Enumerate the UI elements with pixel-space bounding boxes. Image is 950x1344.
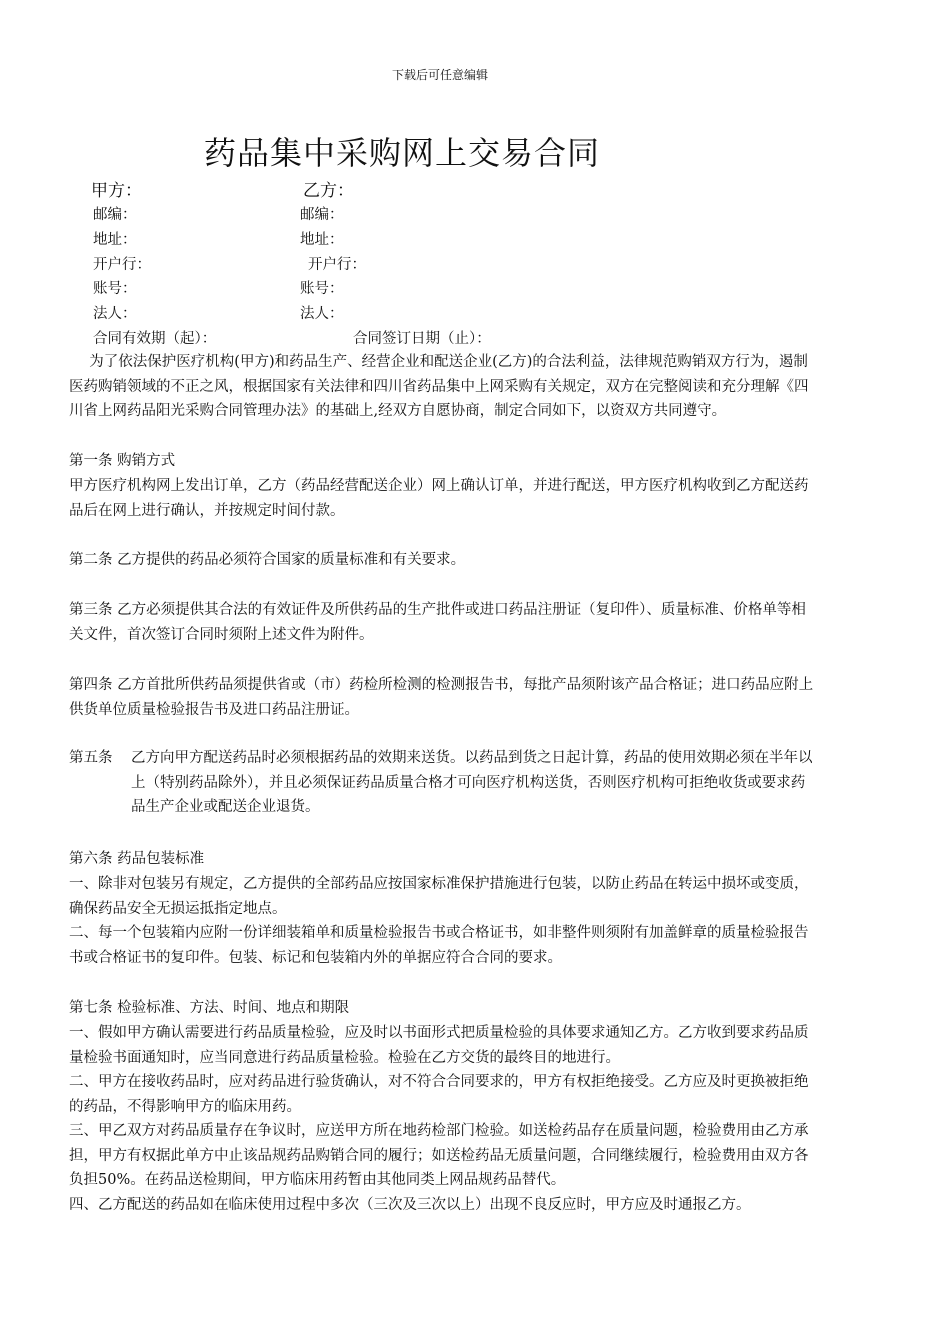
- clause7-item-3: 三、甲乙双方对药品质量存在争议时，应送甲方所在地药检部门检验。如送检药品存在质量问题，检验费用由乙方承担，甲方有权据此单方中止该品规药品购销合同的履行；如送检药品无质量问题，合同继续履行，检验费用由双方各负担50%。在药品送检期间，甲方临床用药暂由其他同类上网品规药品替代。: [69, 1123, 809, 1188]
- clause5-body: 乙方向甲方配送药品时必须根据药品的效期来送货。以药品到货之日起计算，药品的使用效期必须在半年以上（特别药品除外），并且必须保证药品质量合格才可向医疗机构送货，否则医疗机构可拒绝收货或要求药品生产企业或配送企业退货。: [131, 750, 813, 815]
- party-b-label: 乙方：: [303, 181, 354, 201]
- clause6-item-1: 一、除非对包装另有规定，乙方提供的全部药品应按国家标准保护措施进行包装，以防止药品在转运中损坏或变质，确保药品安全无损运抵指定地点。: [69, 876, 809, 917]
- clause3: 第三条 乙方必须提供其合法的有效证件及所供药品的生产批件或进口药品注册证（复印件）、质量标准、价格单等相关文件，首次签订合同时须附上述文件为附件。: [69, 602, 806, 643]
- party-a-account: 账号：: [93, 281, 137, 297]
- party-b-account: 账号：: [300, 281, 344, 297]
- intro-paragraph: 为了依法保护医疗机构(甲方)和药品生产、经营企业和配送企业(乙方)的合法利益，法律规范购销双方行为，遏制医药购销领域的不正之风，根据国家有关法律和四川省药品集中上网采购有关规定，双方在完整阅读和充分理解《四川省上网药品阳光采购合同管理办法》的基础上,经双方自愿协商，制定合同如下，以资双方共同遵守。: [69, 354, 809, 419]
- party-b-legal: 法人：: [300, 306, 344, 322]
- party-b-postcode: 邮编：: [300, 207, 344, 223]
- contract-title: 药品集中采购网上交易合同: [204, 134, 601, 172]
- clause2: 第二条 乙方提供的药品必须符合国家的质量标准和有关要求。: [69, 552, 466, 568]
- clause7-item-1: 一、假如甲方确认需要进行药品质量检验，应及时以书面形式把质量检验的具体要求通知乙方。乙方收到要求药品质量检验书面通知时，应当同意进行药品质量检验。检验在乙方交货的最终目的地进行。: [69, 1025, 809, 1066]
- clause5-number: 第五条: [69, 750, 113, 766]
- validity-start: 合同有效期（起）：: [93, 331, 217, 347]
- clause1-body: 甲方医疗机构网上发出订单，乙方（药品经营配送企业）网上确认订单，并进行配送，甲方医疗机构收到乙方配送药品后在网上进行确认，并按规定时间付款。: [69, 478, 809, 519]
- party-b-bank: 开户行：: [308, 257, 366, 273]
- header-note: 下载后可任意编辑: [391, 68, 488, 82]
- clause7-title: 第七条 检验标准、方法、时间、地点和期限: [69, 1000, 350, 1016]
- clause7-item-4: 四、乙方配送的药品如在临床使用过程中多次（三次及三次以上）出现不良反应时，甲方应及时通报乙方。: [69, 1197, 751, 1213]
- party-b-address: 地址：: [300, 232, 344, 248]
- party-a-label: 甲方：: [91, 181, 142, 201]
- clause4: 第四条 乙方首批所供药品须提供省或（市）药检所检测的检测报告书，每批产品须附该产品合格证；进口药品应附上供货单位质量检验报告书及进口药品注册证。: [69, 677, 814, 718]
- validity-end: 合同签订日期（止）：: [353, 331, 491, 347]
- party-a-bank: 开户行：: [93, 257, 151, 273]
- clause6-item-2: 二、每一个包装箱内应附一份详细装箱单和质量检验报告书或合格证书，如非整件则须附有加盖鲜章的质量检验报告书或合格证书的复印件。包装、标记和包装箱内外的单据应符合合同的要求。: [69, 925, 809, 966]
- party-a-postcode: 邮编：: [93, 207, 137, 223]
- clause6-title: 第六条 药品包装标准: [69, 851, 205, 867]
- clause1-title: 第一条 购销方式: [69, 453, 176, 469]
- party-a-address: 地址：: [93, 232, 137, 248]
- party-a-legal: 法人：: [93, 306, 137, 322]
- clause7-item-2: 二、甲方在接收药品时，应对药品进行验货确认，对不符合合同要求的，甲方有权拒绝接受。乙方应及时更换被拒绝的药品，不得影响甲方的临床用药。: [69, 1074, 809, 1115]
